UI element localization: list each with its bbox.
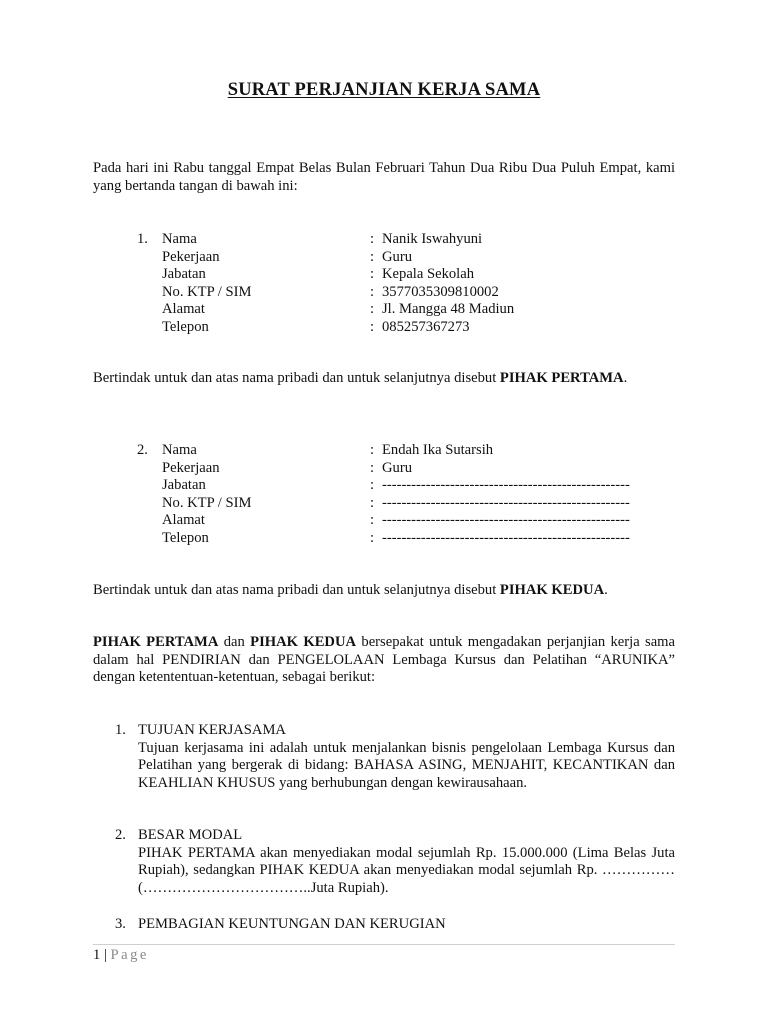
field-colon: : — [370, 459, 375, 476]
field-value-blank: --------------------------------------------------- — [382, 477, 630, 494]
party-1-designation: PIHAK PERTAMA — [499, 370, 624, 386]
statement-period: . — [623, 370, 628, 386]
party-1-row-telepon — [93, 319, 675, 337]
field-label: No. KTP / SIM — [162, 283, 252, 300]
footer-separator: | — [103, 947, 107, 963]
field-value: 085257367273 — [382, 318, 470, 335]
party-2-number: 2. — [137, 442, 148, 458]
section-pembagian-keuntungan — [115, 916, 675, 934]
party-1-row-alamat — [93, 301, 675, 319]
field-value-blank: --------------------------------------------------- — [382, 512, 630, 529]
party-2-details — [93, 442, 675, 548]
field-label: Jabatan — [162, 266, 206, 283]
party-2-designation: PIHAK KEDUA — [499, 582, 605, 598]
document-title — [0, 79, 768, 101]
party-1-row-pekerjaan — [93, 249, 675, 267]
field-colon: : — [370, 231, 375, 247]
field-label: Pekerjaan — [162, 248, 220, 265]
field-colon: : — [370, 442, 375, 458]
party-2-statement — [93, 582, 675, 600]
field-colon: : — [370, 477, 375, 494]
party-1-row-nama — [93, 231, 675, 249]
party-2-row-pekerjaan — [93, 460, 675, 478]
party-2-row-nama — [93, 442, 675, 460]
section-number: 1. — [115, 722, 126, 738]
section-heading: PEMBAGIAN KEUNTUNGAN DAN KERUGIAN — [138, 916, 446, 932]
field-colon: : — [370, 301, 375, 318]
section-body — [138, 845, 675, 898]
field-value: Guru — [382, 248, 412, 265]
field-value: 3577035309810002 — [382, 283, 499, 300]
section-heading: BESAR MODAL — [138, 827, 243, 843]
page-number: 1 — [93, 947, 101, 963]
field-label: No. KTP / SIM — [162, 494, 252, 511]
field-colon: : — [370, 494, 375, 511]
field-colon: : — [370, 512, 375, 529]
agreement-party-2: PIHAK KEDUA — [250, 634, 357, 650]
intro-text: Pada hari ini Rabu tanggal Empat Belas Bulan Februari Tahun Dua Ribu Dua Puluh Empat, kami yang bertanda tangan di bawah ini: — [93, 160, 675, 194]
agreement-conjunction: dan — [223, 634, 245, 650]
agreement-party-1: PIHAK PERTAMA — [93, 634, 219, 650]
section-body-text: PIHAK PERTAMA akan menyediakan modal sejumlah Rp. 15.000.000 (Lima Belas Juta Rupiah), sedangkan PIHAK KEDUA akan menyediakan modal sejumlah Rp. …………… (……………………………..Juta Rupiah). — [138, 844, 675, 896]
section-tujuan-kerjasama — [115, 722, 675, 792]
field-colon: : — [370, 318, 375, 335]
field-label: Nama — [162, 442, 197, 458]
field-label: Telepon — [162, 318, 209, 335]
document-title-text: SURAT PERJANJIAN KERJA SAMA — [227, 80, 541, 100]
page-footer — [93, 947, 149, 965]
party-1-row-jabatan — [93, 266, 675, 284]
field-label: Nama — [162, 231, 197, 247]
footer-divider — [93, 944, 675, 945]
field-value: Nanik Iswahyuni — [382, 231, 483, 247]
page-label: Page — [110, 947, 149, 963]
party-2-row-ktp — [93, 495, 675, 513]
section-body-text: Tujuan kerjasama ini adalah untuk menjalankan bisnis pengelolaan Lembaga Kursus dan Pelatihan yang bergerak di bidang: BAHASA ASING, MENJAHIT, KECANTIKAN dan KEAHLIAN KHUSUS yang berhubungan dengan kewirausahaan. — [138, 739, 675, 791]
field-label: Alamat — [162, 301, 205, 318]
party-2-row-telepon — [93, 530, 675, 548]
party-1-statement — [93, 370, 675, 388]
field-value: Guru — [382, 459, 412, 476]
field-value: Kepala Sekolah — [382, 266, 474, 283]
statement-period: . — [604, 582, 608, 598]
field-colon: : — [370, 283, 375, 300]
field-value-blank: --------------------------------------------------- — [382, 494, 630, 511]
agreement-text: bersepakat untuk mengadakan perjanjian kerja sama dalam hal PENDIRIAN dan PENGELOLAAN Lembaga Kursus dan Pelatihan “ARUNIKA” dengan ketententuan-ketentuan, sebagai berikut: — [93, 634, 676, 686]
section-heading: TUJUAN KERJASAMA — [138, 722, 286, 738]
field-colon: : — [370, 266, 375, 283]
party-1-row-ktp — [93, 284, 675, 302]
agreement-paragraph — [93, 634, 675, 687]
field-value: Jl. Mangga 48 Madiun — [382, 301, 515, 318]
section-besar-modal — [115, 827, 675, 897]
field-label: Telepon — [162, 529, 209, 546]
intro-paragraph — [93, 160, 675, 195]
party-2-row-jabatan — [93, 477, 675, 495]
field-label: Pekerjaan — [162, 459, 220, 476]
statement-text: Bertindak untuk dan atas nama pribadi dan untuk selanjutnya disebut — [93, 370, 497, 386]
field-colon: : — [370, 248, 375, 265]
section-number: 3. — [115, 916, 126, 932]
field-label: Alamat — [162, 512, 205, 529]
party-1-number: 1. — [137, 231, 148, 247]
field-value: Endah Ika Sutarsih — [382, 442, 494, 458]
section-number: 2. — [115, 827, 126, 843]
party-2-row-alamat — [93, 512, 675, 530]
statement-text: Bertindak untuk dan atas nama pribadi dan untuk selanjutnya disebut — [93, 582, 497, 598]
field-value-blank: --------------------------------------------------- — [382, 529, 630, 546]
field-colon: : — [370, 529, 375, 546]
section-body — [138, 740, 675, 793]
party-1-details — [93, 231, 675, 337]
field-label: Jabatan — [162, 477, 206, 494]
